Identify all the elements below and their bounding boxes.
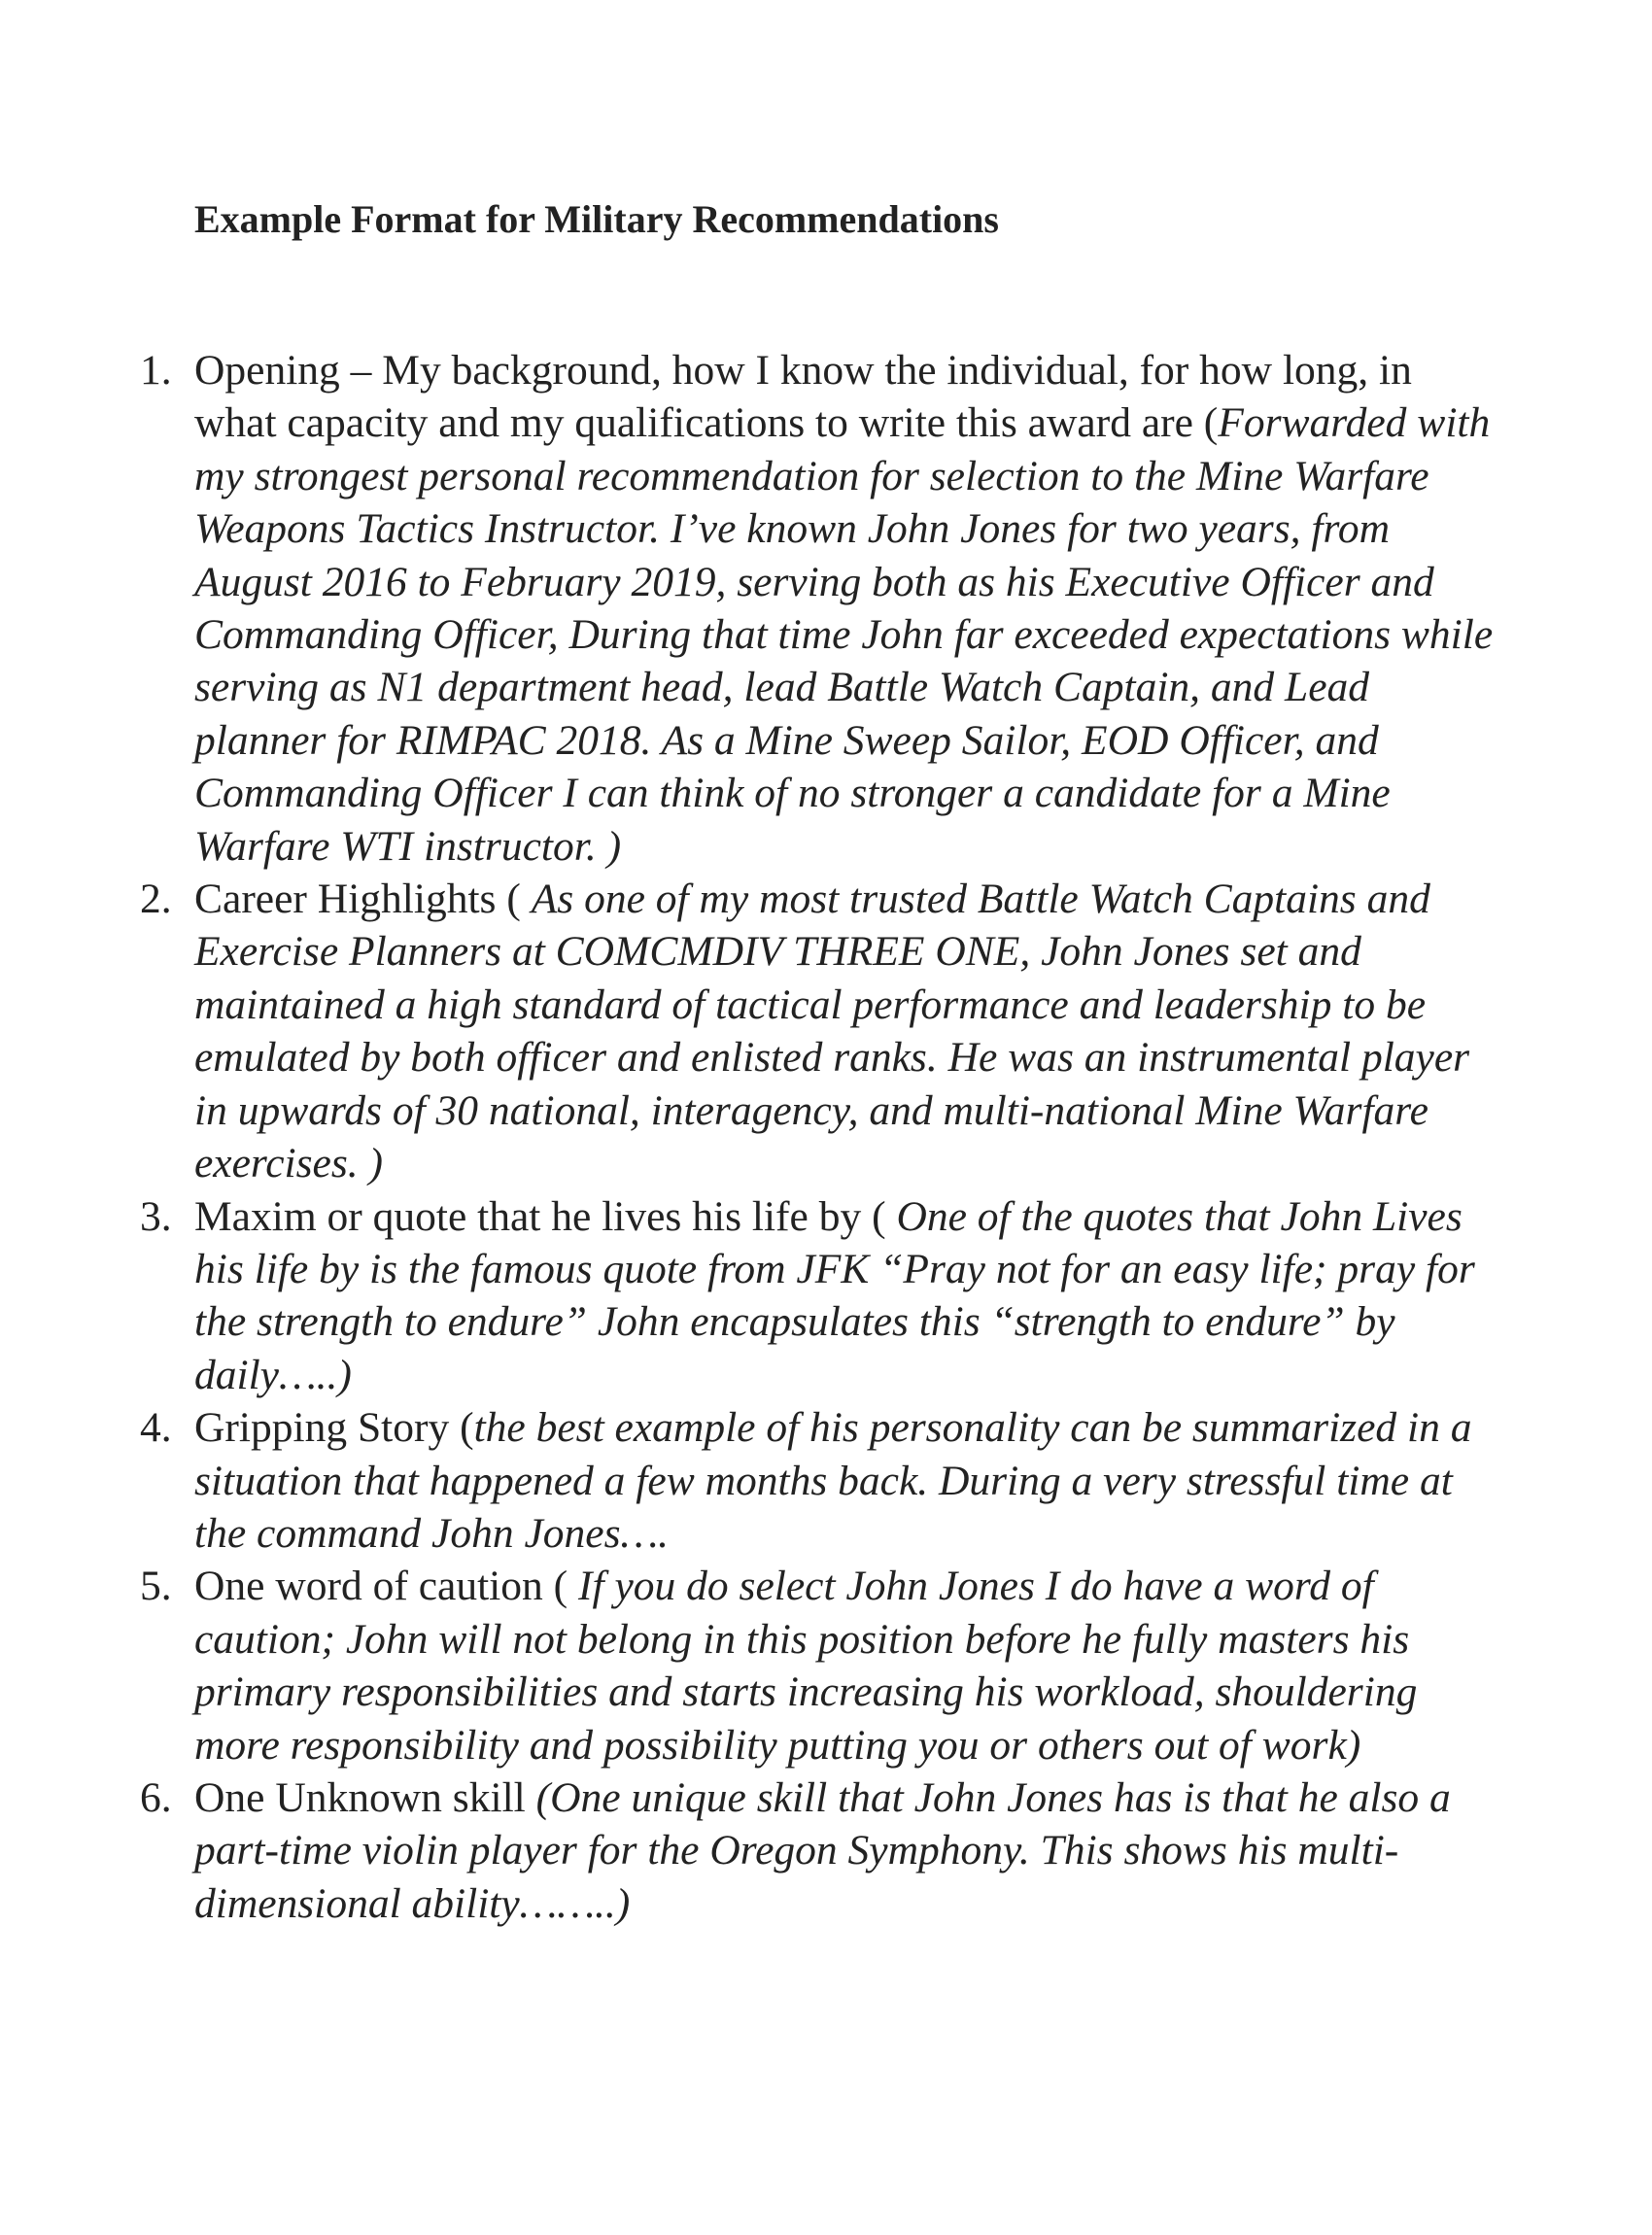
list-item-number: 4. [140,1404,172,1452]
list-item-maxim [136,1190,1497,1402]
list-item-heading: Gripping Story ( [194,1404,474,1452]
list-item-example: If you do select John Jones I do have a word of caution; John will not belong in this position before he fully masters his primary responsibilities and starts increasing his workload, shouldering more responsibility and possibility putting you or others out of work) [194,1563,1418,1769]
list-item-heading: Career Highlights ( [194,876,532,923]
list-item-heading: One Unknown skill [194,1773,536,1821]
list-item-number: 1. [140,347,172,394]
list-item-number: 5. [140,1563,172,1610]
list-item-number: 6. [140,1773,172,1821]
list-item-number: 2. [140,876,172,923]
list-item-career-highlights [136,873,1497,1189]
list-item-example: One of the quotes that John Lives his life by is the famous quote from JFK “Pray not for an easy life; pray for the strength to endure” John encapsulates this “strength to endure” by daily…..) [194,1192,1475,1398]
list-item-example: (One unique skill that John Jones has is that he also a part-time violin player for the Oregon Symphony. This shows his multi-dimensional ability……..) [194,1773,1451,1927]
list-item-example: the best example of his personality can be summarized in a situation that happened a few months back. During a very stressful time at the command John Jones…. [194,1404,1472,1557]
list-item-example: Forwarded with my strongest personal recommendation for selection to the Mine Warfare Weapons Tactics Instructor. I’ve known John Jones for two years, from August 2016 to February 2019, serving both as his Executive Officer and Commanding Officer, During that time John far exceeded expectations while serving as N1 department head, lead Battle Watch Captain, and Lead planner for RIMPAC 2018. As a Mine Sweep Sailor, EOD Officer, and Commanding Officer I can think of no stronger a candidate for a Mine Warfare WTI instructor. ) [194,399,1494,870]
list-item-unknown-skill [136,1771,1497,1930]
recommendation-list [136,344,1497,1930]
list-item-gripping-story [136,1401,1497,1560]
list-item-opening [136,344,1497,873]
list-item-number: 3. [140,1192,172,1240]
list-item-heading: Opening – My background, how I know the individual, for how long, in what capacity and my qualifications to write this award are ( [194,347,1412,447]
list-item-caution [136,1560,1497,1771]
list-item-heading: Maxim or quote that he lives his life by ( [194,1192,897,1240]
list-item-example: As one of my most trusted Battle Watch Captains and Exercise Planners at COMCMDIV THREE ONE, John Jones set and maintained a high standard of tactical performance and leadership to be emulated by both officer and enlisted ranks. He was an instrumental player in upwards of 30 national, interagency, and multi-national Mine Warfare exercises. ) [194,876,1470,1187]
document-title: Example Format for Military Recommendations [194,197,999,241]
list-item-heading: One word of caution ( [194,1563,579,1610]
